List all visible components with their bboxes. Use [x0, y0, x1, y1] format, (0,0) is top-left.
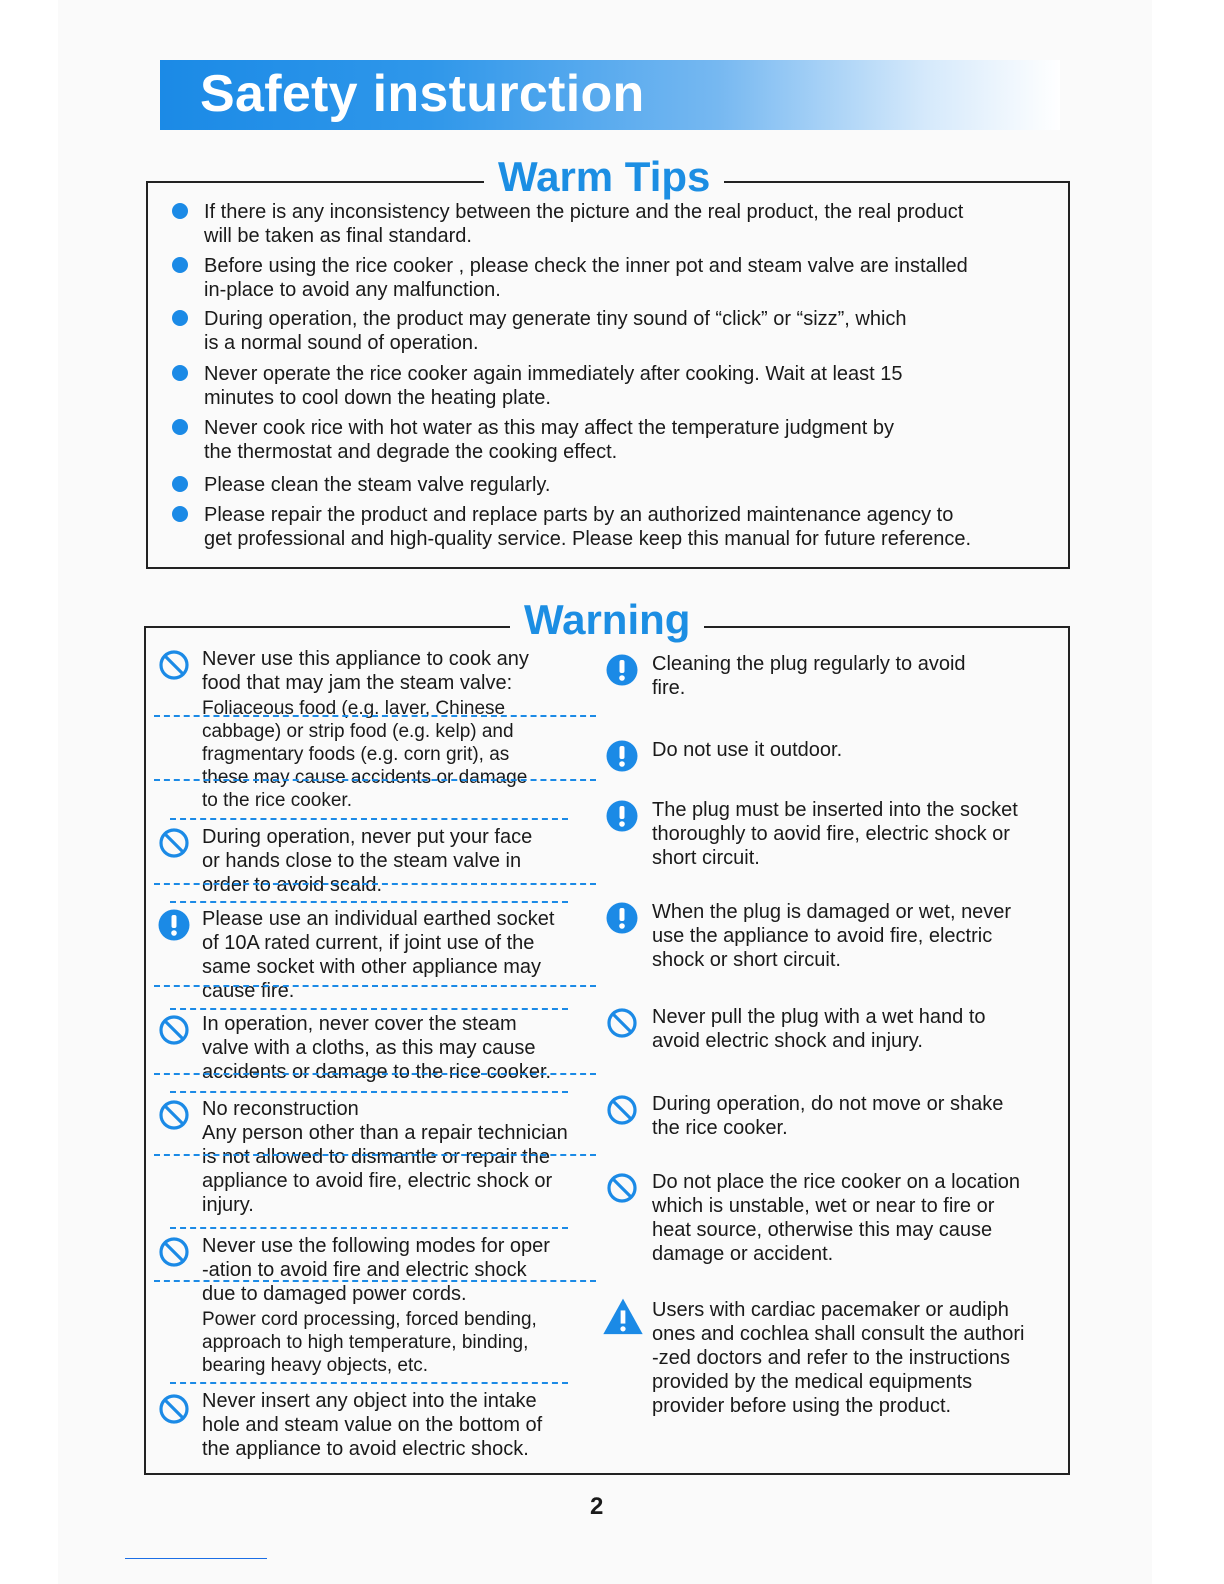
dashed-divider	[154, 1154, 596, 1156]
mandatory-icon	[606, 740, 638, 778]
warm-tip-text: Never operate the rice cooker again immediately after cooking. Wait at least 15 minutes to cool down the heating plate.	[204, 363, 903, 409]
prohibited-icon	[606, 1094, 638, 1132]
prohibited-icon	[158, 827, 190, 865]
dashed-divider	[170, 901, 568, 903]
bullet-icon	[172, 419, 188, 435]
warning-text: No reconstruction Any person other than a repair technician is not allowed to dismantle or repair the appliance to avoid fire, electric shock or injury.	[202, 1098, 568, 1216]
warm-tip-text: Never cook rice with hot water as this may affect the temperature judgment by the thermostat and degrade the cooking effect.	[204, 417, 894, 463]
dashed-divider	[170, 818, 568, 820]
warning-text: In operation, never cover the steam valve with a cloths, as this may cause accidents or damage to the rice cooker.	[202, 1013, 552, 1083]
warm-tip-text: During operation, the product may generate tiny sound of “click” or “sizz”, which is a normal sound of operation.	[204, 308, 907, 354]
bullet-icon	[172, 506, 188, 522]
warm-tip-text: Please clean the steam valve regularly.	[204, 474, 551, 496]
prohibited-icon	[158, 649, 190, 687]
footer-line	[125, 1558, 267, 1559]
dashed-divider	[154, 1073, 596, 1075]
bullet-icon	[172, 365, 188, 381]
warning-text: During operation, do not move or shake the rice cooker.	[652, 1093, 1004, 1139]
warm-tip-text: If there is any inconsistency between the picture and the real product, the real product will be taken as final standard.	[204, 201, 964, 247]
prohibited-icon	[158, 1393, 190, 1431]
mandatory-icon	[606, 800, 638, 838]
dashed-divider	[154, 985, 596, 987]
dashed-divider	[154, 715, 596, 717]
page-number: 2	[590, 1493, 604, 1520]
prohibited-icon	[606, 1007, 638, 1045]
warning-box	[144, 596, 1070, 1475]
warning-text: Never pull the plug with a wet hand to avoid electric shock and injury.	[652, 1006, 986, 1052]
warning-text: Do not use it outdoor.	[652, 739, 843, 761]
warning-text: When the plug is damaged or wet, never use the appliance to avoid fire, electric shock or short circuit.	[652, 901, 1012, 971]
warm-tips-heading: Warm Tips	[484, 153, 724, 201]
prohibited-icon	[158, 1014, 190, 1052]
warning-text: Please use an individual earthed socket of 10A rated current, if joint use of the same socket with other appliance may cause fire.	[202, 908, 555, 1002]
mandatory-icon	[606, 902, 638, 940]
bullet-icon	[172, 203, 188, 219]
page-title: Safety insturction	[200, 65, 645, 123]
warm-tip-text: Please repair the product and replace parts by an authorized maintenance agency to get professional and high-quality service. Please keep this manual for future reference.	[204, 504, 972, 550]
dashed-divider	[154, 1280, 596, 1282]
mandatory-icon	[158, 909, 190, 947]
prohibited-icon	[158, 1236, 190, 1274]
bullet-icon	[172, 310, 188, 326]
dashed-divider	[170, 1227, 568, 1229]
warning-text: During operation, never put your face or hands close to the steam valve in order to avoid scald.	[202, 826, 533, 896]
warning-text: Never insert any object into the intake hole and steam value on the bottom of the appliance to avoid electric shock.	[202, 1390, 543, 1460]
warning-heading: Warning	[510, 596, 704, 644]
warning-text: Never use the following modes for oper -ation to avoid fire and electric shock due to damaged power cords. Power cord processing, forced bending, approach to high temperature, binding, bearing heavy objects, etc.	[202, 1235, 550, 1376]
dashed-divider	[170, 1008, 568, 1010]
warning-text: Users with cardiac pacemaker or audiph ones and cochlea shall consult the authori -zed doctors and refer to the instructions provided by the medical equipments provider before using the product.	[652, 1299, 1025, 1417]
warning-text: Do not place the rice cooker on a location which is unstable, wet or near to fire or heat source, otherwise this may cause damage or accident.	[652, 1171, 1020, 1265]
warning-text: The plug must be inserted into the socket thoroughly to aovid fire, electric shock or short circuit.	[652, 799, 1018, 869]
dashed-divider	[170, 1091, 568, 1093]
prohibited-icon	[158, 1099, 190, 1137]
dashed-divider	[154, 779, 596, 781]
warning-text: Never use this appliance to cook any food that may jam the steam valve: Foliaceous food (e.g. laver, Chinese cabbage) or strip food (e.g. kelp) and fragmentary foods (e.g. corn grit), as these may cause accidents or damage to the rice cooker.	[202, 648, 529, 811]
warm-tip-text: Before using the rice cooker , please check the inner pot and steam valve are installed in-place to avoid any malfunction.	[204, 255, 968, 301]
warm-tips-box	[146, 153, 1070, 569]
caution-triangle-icon	[602, 1296, 644, 1344]
prohibited-icon	[606, 1172, 638, 1210]
title-banner	[160, 60, 1060, 130]
dashed-divider	[170, 1382, 568, 1384]
mandatory-icon	[606, 654, 638, 692]
bullet-icon	[172, 257, 188, 273]
warning-text: Cleaning the plug regularly to avoid fire.	[652, 653, 966, 699]
bullet-icon	[172, 476, 188, 492]
dashed-divider	[154, 883, 596, 885]
